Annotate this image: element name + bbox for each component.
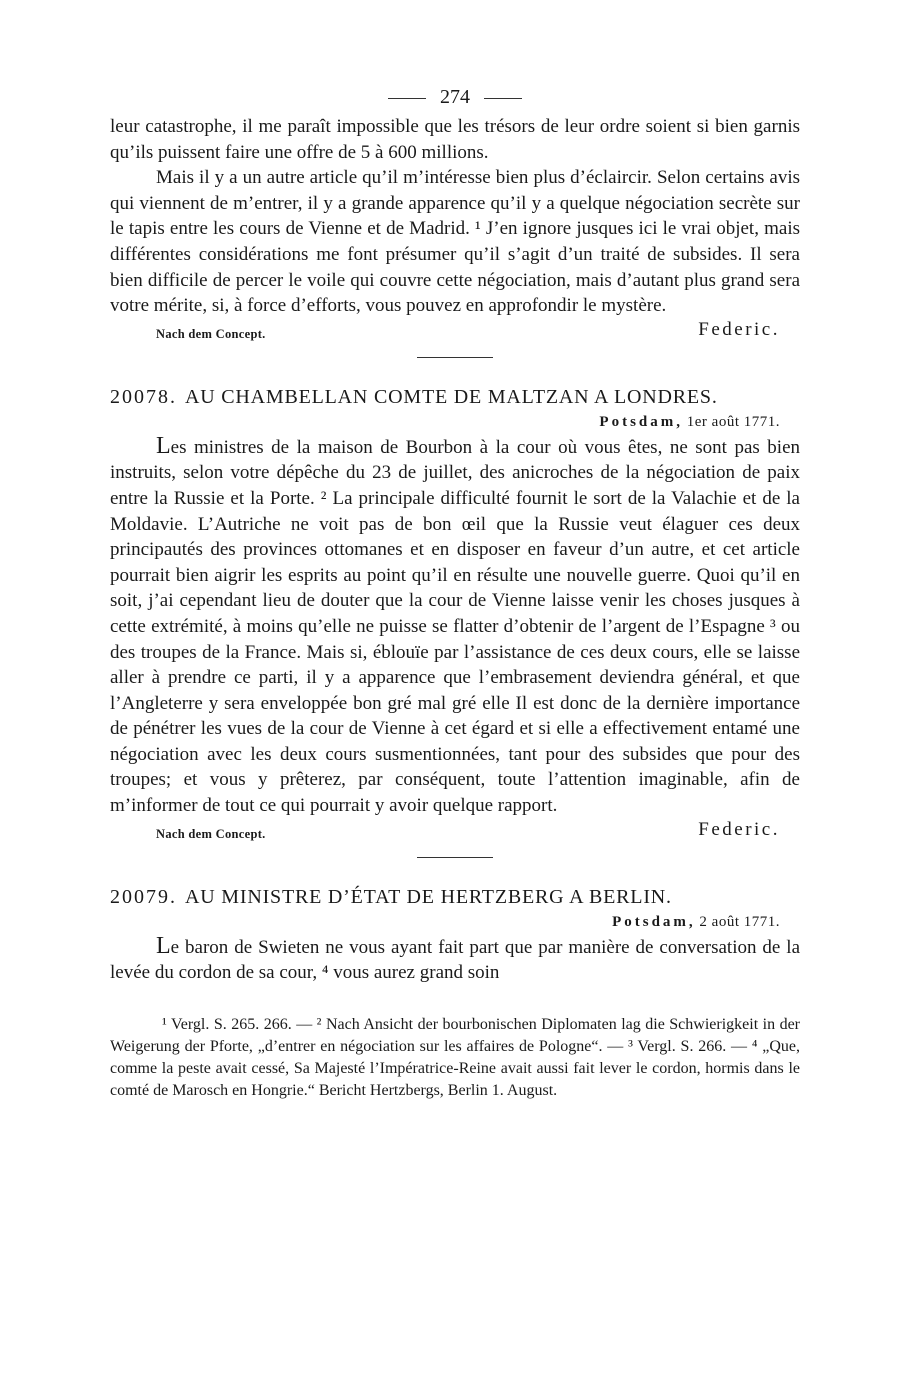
page-number: 274 xyxy=(440,86,470,108)
source-note: Nach dem Concept. xyxy=(156,826,266,841)
page-header xyxy=(110,80,800,114)
letter-place: Potsdam, xyxy=(612,913,696,930)
letter-dateline xyxy=(110,410,800,434)
signature: Federic. xyxy=(698,818,780,840)
continuation-paragraph-2: Mais il y a un autre article qu’il m’intéresse bien plus d’éclaircir. Selon certains avis qui viennent de m’entrer, il y a grande apparence qu’il y a quelque négociation secrète sur le tapis entre les cours de Vienne et de Madrid. ¹ J’en ignore jusques ici le vrai objet, mais différentes considérations me font présumer qu’il s’agit d’un traité de subsides. Il sera bien difficile de percer le voile qui couvre cette négociation, mais d’autant plus grand sera votre mérite, si, à force d’efforts, vous pouvez en approfondir le mystère. xyxy=(110,167,800,317)
continuation-signature-block xyxy=(110,319,800,349)
book-page xyxy=(110,80,800,1102)
letter-signature-block xyxy=(110,819,800,849)
header-rule-right xyxy=(484,98,522,99)
letter-title: AU MINISTRE D’ÉTAT DE HERTZBERG A BERLIN. xyxy=(185,885,672,908)
letter-heading xyxy=(110,384,800,410)
letter-number: 20078. xyxy=(110,385,177,408)
source-note: Nach dem Concept. xyxy=(156,326,266,341)
letter-body xyxy=(110,434,800,819)
letter-date: 2 août 1771. xyxy=(699,913,780,930)
letter-date: 1er août 1771. xyxy=(686,413,780,430)
continuation-text xyxy=(110,114,800,319)
letter-number: 20079. xyxy=(110,885,177,908)
signature: Federic. xyxy=(698,318,780,340)
letter-place: Potsdam, xyxy=(599,413,684,430)
letter-title: AU CHAMBELLAN COMTE DE MALTZAN A LONDRES. xyxy=(185,385,718,408)
continuation-paragraph-1: leur catastrophe, il me paraît impossible que les trésors de leur ordre soient si bien garnis qu’ils puissent faire une offre de 5 à 600 millions. xyxy=(110,116,800,163)
letter-paragraph: Les ministres de la maison de Bourbon à la cour où vous êtes, ne sont pas bien instruits, selon votre dépêche du 23 de juillet, des anicroches de la négociation de paix entre la Russie et la Porte. ² La principale difficulté fournit le sort de la Valachie et de la Moldavie. L’Autriche ne voit pas de bon œil que la Russie veut élaguer ces deux principautés des provinces ottomanes et en disposer en faveur d’un autre, et cet article pourrait bien aigrir les esprits au point qu’il en résulte une nouvelle guerre. Quoi qu’il en soit, j’ai cependant lieu de douter que la cour de Vienne laisse venir les choses jusques à cette extrémité, à moins qu’elle ne puisse se flatter d’obtenir de l’argent de l’Espagne ³ ou des troupes de la France. Mais si, éblouïe par l’assistance de ces deux cours, elle se laisse aller à prendre ce parti, il y a apparence que l’embrasement deviendra général, et que l’Angleterre y sera enveloppée bon gré mal gré elle Il est donc de la dernière importance de pénétrer les vues de la cour de Vienne à cet égard et si elle a effectivement entamé une négociation avec les deux cours susmentionnées, tant pour des subsides que pour des troupes; et vous y prêterez, par conséquent, toute l’attention imaginable, afin de m’informer de tout ce qui pourrait y avoir quelque rapport. xyxy=(110,432,800,817)
section-separator xyxy=(417,857,493,858)
letter-heading xyxy=(110,884,800,910)
letter-paragraph: Le baron de Swieten ne vous ayant fait part que par manière de conversation de la levée du cordon de sa cour, ⁴ vous aurez grand soin xyxy=(110,932,800,984)
letter-dateline xyxy=(110,910,800,934)
footnote-text: ¹ Vergl. S. 265. 266. — ² Nach Ansicht der bourbonischen Diplomaten lag die Schwierigkeit in der Weigerung der Pforte, „d’entrer en négociation sur les affaires de Pologne“. — ³ Vergl. S. 266. — ⁴ „Que, comme la peste avait cessé, Sa Majesté l’Impératrice-Reine avait aussi fait lever le cordon, hormis dans le comté de Marosch en Hongrie.“ Bericht Hertzbergs, Berlin 1. August. xyxy=(110,1015,800,1099)
footnotes xyxy=(110,1014,800,1102)
letter-body xyxy=(110,934,800,986)
header-rule-left xyxy=(388,98,426,99)
section-separator xyxy=(417,357,493,358)
